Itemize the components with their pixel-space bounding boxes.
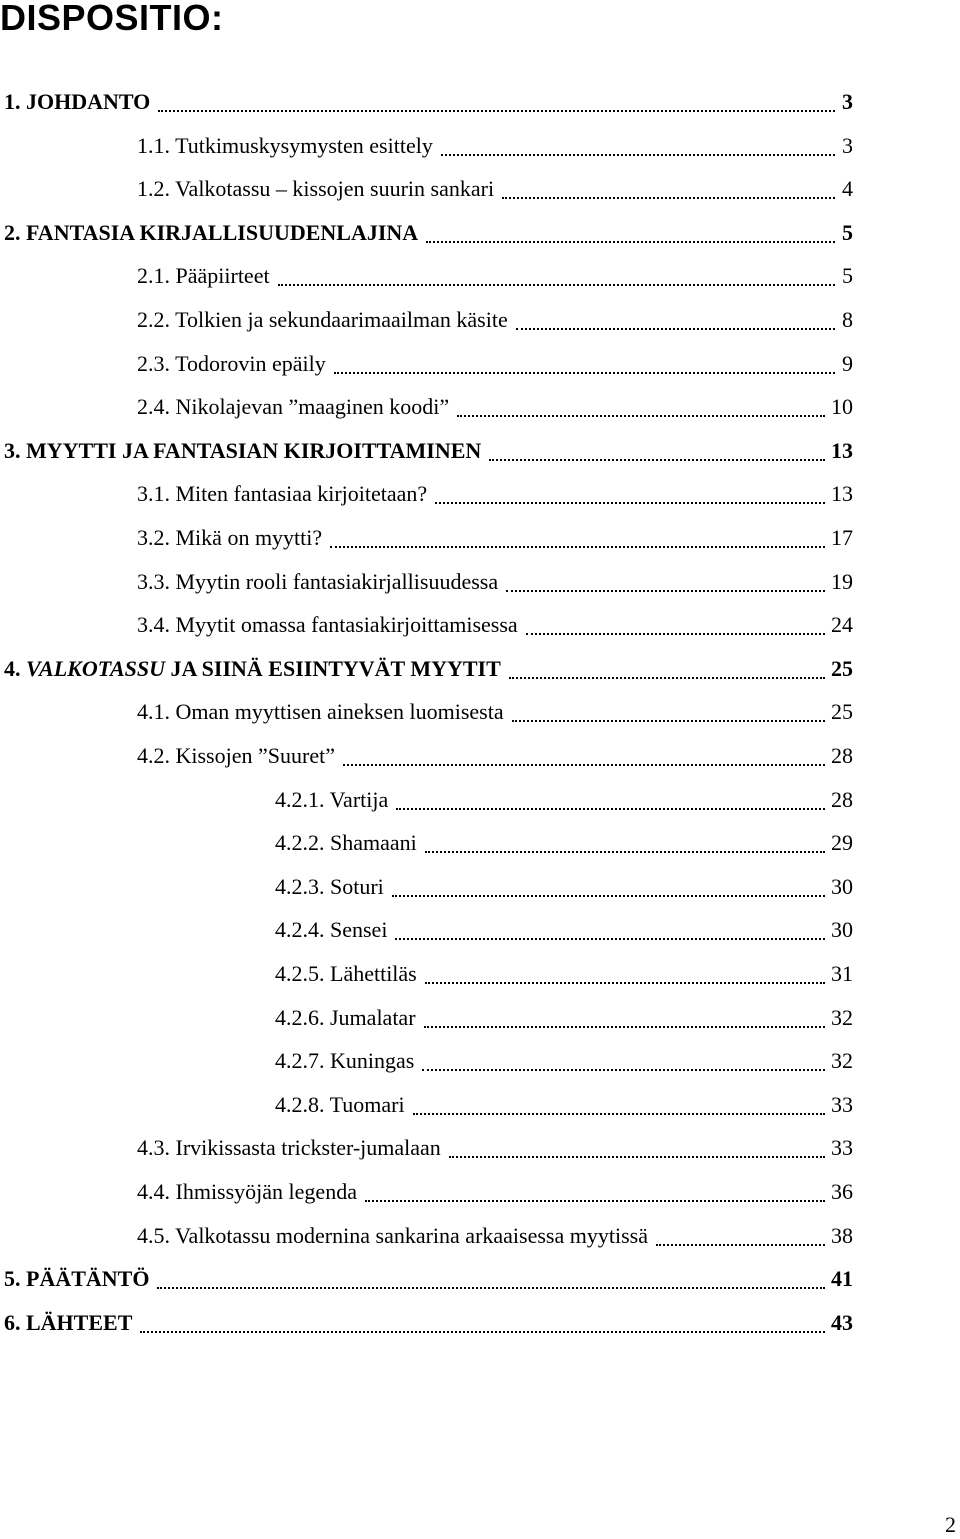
dot-leader <box>426 241 835 243</box>
toc-entry[interactable] <box>0 1167 853 1207</box>
toc-entry-page: 43 <box>831 1309 853 1335</box>
dot-leader <box>158 110 835 112</box>
toc-entry-page: 5 <box>842 263 853 289</box>
dot-leader <box>425 982 825 984</box>
toc-entry-label: 3.4. Myytit omassa fantasiakirjoittamisessa <box>137 612 518 638</box>
toc-entry[interactable] <box>0 905 853 945</box>
toc-entry-page: 30 <box>831 873 853 899</box>
dot-leader <box>422 1069 825 1071</box>
toc-entry[interactable] <box>0 339 853 379</box>
toc-entry-page: 33 <box>831 1091 853 1117</box>
toc-entry-label <box>4 654 501 684</box>
toc-entry-page: 32 <box>831 1004 853 1030</box>
toc-entry-label: 3. MYYTTI JA FANTASIAN KIRJOITTAMINEN <box>4 437 482 463</box>
toc-entry-page: 13 <box>831 481 853 507</box>
toc-entry[interactable] <box>0 164 853 204</box>
toc-entry-page: 30 <box>831 917 853 943</box>
dot-leader <box>506 590 825 592</box>
toc-entry[interactable] <box>0 949 853 989</box>
toc-entry-page: 36 <box>831 1179 853 1204</box>
toc-entry-label-prefix: 4. <box>4 655 26 681</box>
toc-entry[interactable] <box>0 1298 853 1338</box>
toc-entry-page: 13 <box>831 437 853 463</box>
toc-entry-label: 3.1. Miten fantasiaa kirjoitetaan? <box>137 481 428 507</box>
dot-leader <box>449 1156 825 1158</box>
toc-entry-label: 4.2. Kissojen ”Suuret” <box>137 743 335 768</box>
toc-entry-page: 9 <box>842 350 853 376</box>
page-number: 2 <box>945 1512 956 1537</box>
toc-entry[interactable] <box>0 208 853 248</box>
page-title: DISPOSITIO: <box>0 0 224 38</box>
toc-entry-label: 3.2. Mikä on myytti? <box>137 525 323 550</box>
toc-entry[interactable] <box>0 382 853 422</box>
toc-entry-label: 3.3. Myytin rooli fantasiakirjallisuudessa <box>137 568 499 594</box>
toc-entry[interactable] <box>0 121 853 161</box>
toc-entry-page: 5 <box>842 219 853 245</box>
toc-entry[interactable] <box>0 775 853 815</box>
dot-leader <box>343 764 825 766</box>
toc-entry-page: 28 <box>831 743 853 768</box>
toc-entry-label: 2.1. Pääpiirteet <box>137 263 270 289</box>
dot-leader <box>278 284 835 286</box>
toc-entry-label: 2.4. Nikolajevan ”maaginen koodi” <box>137 394 450 420</box>
toc-entry[interactable] <box>0 557 853 597</box>
toc-entry[interactable] <box>0 295 853 335</box>
toc-entry-label-italic: VALKOTASSU <box>26 655 165 681</box>
toc-entry-label: 2. FANTASIA KIRJALLISUUDENLAJINA <box>4 219 419 245</box>
dot-leader <box>395 938 825 940</box>
dot-leader <box>489 459 825 461</box>
dot-leader <box>441 154 835 156</box>
toc-entry[interactable] <box>0 862 853 902</box>
toc-entry-page: 38 <box>831 1222 853 1248</box>
dot-leader <box>157 1287 825 1289</box>
toc-entry-label: 2.2. Tolkien ja sekundaarimaailman käsite <box>137 307 508 332</box>
dot-leader <box>435 502 825 504</box>
toc-entry-label: 4.2.5. Lähettiläs <box>275 961 417 986</box>
toc-entry-label: 4.2.6. Jumalatar <box>275 1004 416 1030</box>
toc-entry-page: 3 <box>842 89 853 114</box>
toc-entry-label: 1. JOHDANTO <box>4 89 151 114</box>
dot-leader <box>413 1113 825 1115</box>
toc-entry[interactable] <box>0 513 853 553</box>
toc-entry-label: 4.2.3. Soturi <box>275 873 384 899</box>
toc-entry[interactable] <box>0 687 853 727</box>
dot-leader <box>365 1200 825 1202</box>
toc-entry-label: 1.2. Valkotassu – kissojen suurin sankari <box>137 176 495 202</box>
toc-entry[interactable] <box>0 993 853 1033</box>
toc-entry-page: 19 <box>831 568 853 594</box>
toc-entry-label: 4.5. Valkotassu modernina sankarina arkaaisessa myytissä <box>137 1222 648 1248</box>
dot-leader <box>526 633 825 635</box>
toc-entry[interactable] <box>0 1123 853 1163</box>
dot-leader <box>656 1244 825 1246</box>
toc-entry-label: 4.1. Oman myyttisen aineksen luomisesta <box>137 699 504 725</box>
toc-entry[interactable] <box>0 600 853 640</box>
toc-entry[interactable] <box>0 1254 853 1294</box>
toc-entry[interactable] <box>0 644 853 684</box>
toc-entry-page: 17 <box>831 525 853 550</box>
dot-leader <box>424 1026 825 1028</box>
toc-entry-page: 8 <box>842 307 853 332</box>
dot-leader <box>425 851 825 853</box>
toc-entry-label: 4.4. Ihmissyöjän legenda <box>137 1179 357 1204</box>
toc-entry-page: 33 <box>831 1135 853 1161</box>
toc-entry[interactable] <box>0 731 853 771</box>
dot-leader <box>392 895 825 897</box>
toc-entry-label: 2.3. Todorovin epäily <box>137 350 326 376</box>
toc-entry[interactable] <box>0 818 853 858</box>
toc-entry-page: 41 <box>831 1266 853 1292</box>
toc-entry-page: 10 <box>831 394 853 420</box>
dot-leader <box>516 328 835 330</box>
toc-entry-label: 4.3. Irvikissasta trickster-jumalaan <box>137 1135 441 1161</box>
dot-leader <box>334 372 835 374</box>
toc-entry[interactable] <box>0 1211 853 1251</box>
toc-entry[interactable] <box>0 469 853 509</box>
toc-entry[interactable] <box>0 1036 853 1076</box>
toc-entry-label-suffix: JA SIINÄ ESIINTYVÄT MYYTIT <box>164 655 501 681</box>
toc-entry-page: 3 <box>842 132 853 158</box>
toc-entry-label: 4.2.8. Tuomari <box>275 1091 405 1117</box>
toc-entry-label: 4.2.7. Kuningas <box>275 1048 415 1074</box>
toc-entry[interactable] <box>0 77 853 117</box>
toc-entry-page: 32 <box>831 1048 853 1074</box>
toc-entry[interactable] <box>0 1080 853 1120</box>
toc-entry-page: 31 <box>831 961 853 986</box>
dot-leader <box>140 1331 825 1333</box>
dot-leader <box>502 197 835 199</box>
toc-entry-page: 28 <box>831 786 853 812</box>
toc-entry-page: 29 <box>831 830 853 856</box>
toc-entry-label: 4.2.2. Shamaani <box>275 830 417 856</box>
toc-entry[interactable] <box>0 426 853 466</box>
toc-entry-label: 1.1. Tutkimuskysymysten esittely <box>137 132 433 158</box>
toc-entry-label: 6. LÄHTEET <box>4 1309 133 1335</box>
dot-leader <box>330 546 825 548</box>
toc-entry-page: 25 <box>831 655 853 681</box>
dot-leader <box>396 808 825 810</box>
dot-leader <box>457 415 825 417</box>
toc-entry-label: 4.2.1. Vartija <box>275 786 389 812</box>
dot-leader <box>509 677 825 679</box>
toc-entry-label: 5. PÄÄTÄNTÖ <box>4 1266 150 1292</box>
dot-leader <box>512 720 825 722</box>
toc-entry-page: 24 <box>831 612 853 638</box>
toc-entry-page: 4 <box>842 176 853 202</box>
toc-entry-page: 25 <box>831 699 853 725</box>
toc-entry-label: 4.2.4. Sensei <box>275 917 388 943</box>
toc-entry[interactable] <box>0 251 853 291</box>
